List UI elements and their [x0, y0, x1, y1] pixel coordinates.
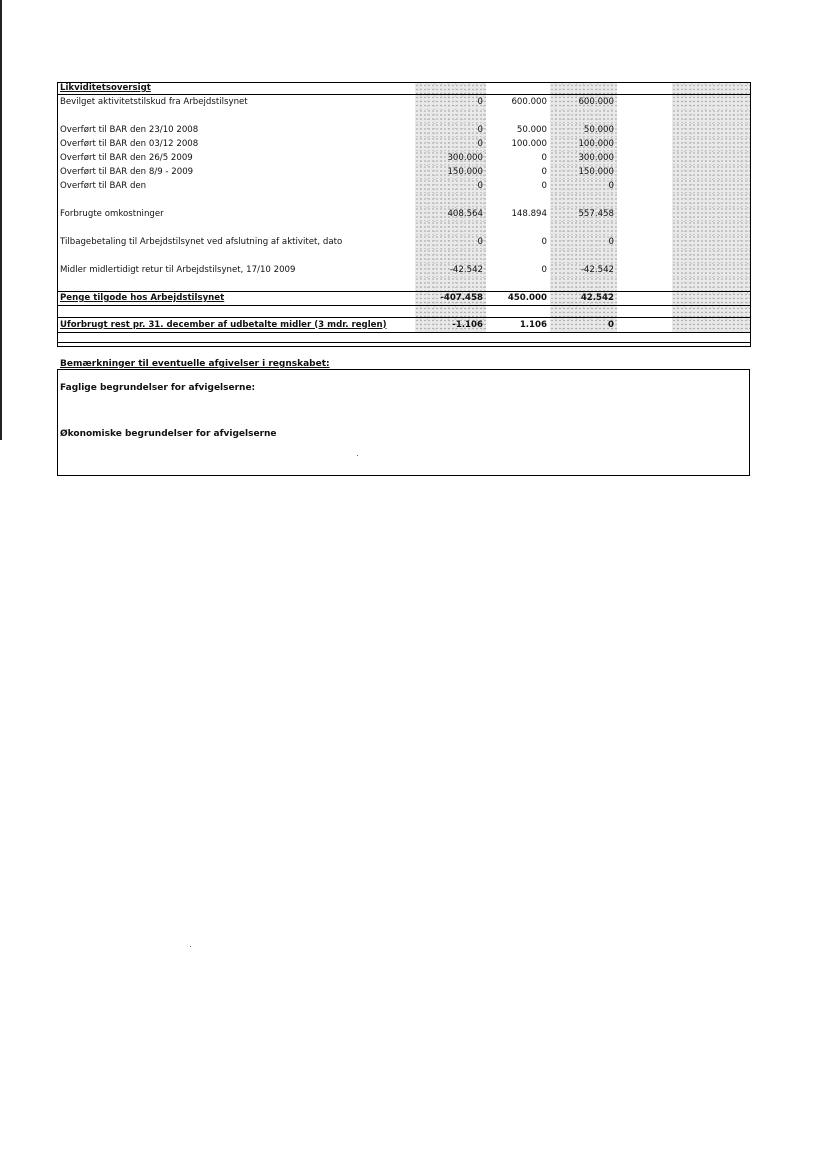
- row-label: Midler midlertidigt retur til Arbejdstilsynet, 17/10 2009: [60, 264, 296, 275]
- table-row: [57, 95, 750, 110]
- value-b: 0: [541, 236, 547, 247]
- remarks-heading: Bemærkninger til eventuelle afgivelser i regnskabet:: [60, 359, 330, 369]
- shaded-cell: [672, 151, 750, 165]
- spacer-row: [57, 306, 750, 318]
- value-b: 0: [541, 152, 547, 163]
- uforbrugt-label: Uforbrugt rest pr. 31. december af udbetalte midler (3 mdr. reglen): [57, 318, 415, 333]
- value-b: 0: [541, 180, 547, 191]
- value-a: 150.000: [415, 165, 486, 179]
- value-a: -42.542: [415, 263, 486, 277]
- shaded-cell: [672, 165, 750, 179]
- uforbrugt-value-b: 1.106: [486, 318, 550, 333]
- value-a: 0: [415, 179, 486, 193]
- value-b: 0: [541, 264, 547, 275]
- value-c: 50.000: [550, 123, 617, 137]
- total-row-uforbrugt: [57, 318, 750, 333]
- uforbrugt-value-a: -1.106: [415, 318, 486, 333]
- row-label: Overført til BAR den: [60, 180, 147, 191]
- spacer-row: [57, 109, 750, 123]
- total-row-penge: [57, 292, 750, 306]
- value-a: 0: [415, 235, 486, 249]
- table-row: [57, 165, 750, 179]
- table-row: [57, 179, 750, 193]
- table-row: [57, 263, 750, 277]
- value-a: 0: [415, 95, 486, 110]
- shaded-cell: [672, 137, 750, 151]
- penge-value-b: 450.000: [486, 292, 550, 306]
- value-a: 0: [415, 137, 486, 151]
- table-row: [57, 137, 750, 151]
- uforbrugt-value-c: 0: [550, 318, 617, 333]
- value-a: 300.000: [415, 151, 486, 165]
- value-c: -42.542: [550, 263, 617, 277]
- value-a: 408.564: [415, 207, 486, 221]
- shaded-cell: [415, 83, 486, 95]
- okonomiske-heading: Økonomiske begrundelser for afvigelserne: [60, 429, 277, 439]
- remarks-box: [57, 369, 750, 476]
- spacer-row: [57, 193, 750, 207]
- shaded-cell: [672, 207, 750, 221]
- shaded-cell: [672, 263, 750, 277]
- penge-label: Penge tilgode hos Arbejdstilsynet: [57, 292, 415, 306]
- shaded-cell: [672, 123, 750, 137]
- value-b: 148.894: [511, 208, 547, 219]
- shaded-cell: [672, 235, 750, 249]
- scan-speck: [190, 946, 191, 947]
- spacer-row: [57, 221, 750, 235]
- value-c: 0: [550, 179, 617, 193]
- table-row: [57, 207, 750, 221]
- value-c: 100.000: [550, 137, 617, 151]
- value-c: 300.000: [550, 151, 617, 165]
- value-b: 100.000: [511, 138, 547, 149]
- faglige-heading: Faglige begrundelser for afvigelserne:: [60, 383, 256, 393]
- row-label: Overført til BAR den 03/12 2008: [60, 138, 199, 149]
- row-label: Overført til BAR den 26/5 2009: [60, 152, 193, 163]
- spacer-row: [57, 249, 750, 263]
- table-title-row: [57, 83, 750, 95]
- penge-value-a: -407.458: [415, 292, 486, 306]
- shaded-cell: [550, 83, 617, 95]
- spacer-row: [57, 333, 750, 343]
- value-c: 150.000: [550, 165, 617, 179]
- value-b: 600.000: [511, 96, 547, 107]
- scan-speck: [357, 455, 358, 456]
- table-row: [57, 235, 750, 249]
- row-label: Overført til BAR den 23/10 2008: [60, 124, 199, 135]
- value-c: 600.000: [550, 95, 617, 110]
- value-b: 0: [541, 166, 547, 177]
- value-c: 557.458: [550, 207, 617, 221]
- row-label: Tilbagebetaling til Arbejdstilsynet ved afslutning af aktivitet, dato: [60, 236, 343, 247]
- spacer-row: [57, 277, 750, 292]
- shaded-cell: [672, 292, 750, 306]
- value-c: 0: [550, 235, 617, 249]
- row-label: Overført til BAR den 8/9 - 2009: [60, 166, 194, 177]
- page-left-edge: [0, 0, 2, 440]
- shaded-cell: [672, 83, 750, 95]
- shaded-cell: [672, 95, 750, 110]
- table-title: Likviditetsoversigt: [57, 83, 415, 95]
- shaded-cell: [672, 179, 750, 193]
- liquidity-table: [57, 82, 750, 343]
- row-label: Forbrugte omkostninger: [60, 208, 164, 219]
- table-row: [57, 151, 750, 165]
- value-a: 0: [415, 123, 486, 137]
- penge-value-c: 42.542: [550, 292, 617, 306]
- table-row: [57, 123, 750, 137]
- value-b: 50.000: [516, 124, 547, 135]
- row-label: Bevilget aktivitetstilskud fra Arbejdstilsynet: [60, 96, 248, 107]
- shaded-cell: [672, 318, 750, 333]
